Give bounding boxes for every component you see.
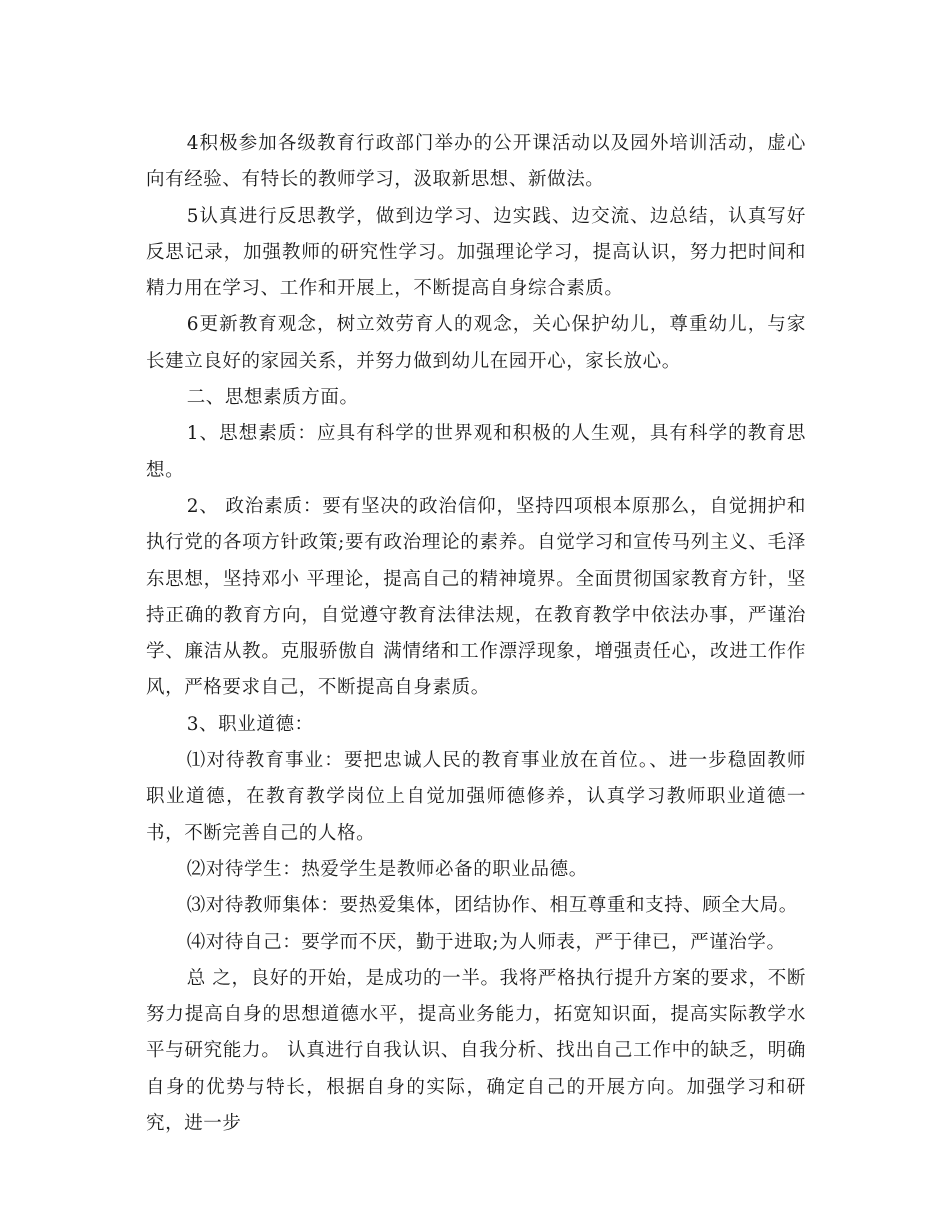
section-heading-ideology: 二、思想素质方面。 bbox=[186, 387, 359, 409]
paragraph-ethics-self: ⑷对待自己：要学而不厌，勤于进取;为人师表，严于律已，严谨治学。 bbox=[186, 931, 786, 953]
paragraph-summary: 总 之，良好的开始，是成功的一半。我将严格执行提升方案的要求，不断努力提高自身的思想道德水平，提高业务能力，拓宽知识面，提高实际教学水平与研究能力。 认真进行自我认识、自我分析、找出自己工作中的缺乏，明确自身的优势与特长，根据自身的实际，确定自己的开展方向。加强学习和研究，进一步 bbox=[146, 967, 806, 1135]
paragraph-ethics-collective: ⑶对待教师集体：要热爱集体，团结协作、相互尊重和支持、顾全大局。 bbox=[186, 895, 798, 917]
paragraph-item-5-reflection: 5认真进行反思教学，做到边学习、边实践、边交流、边总结，认真写好反思记录，加强教师的研究性学习。加强理论学习，提高认识，努力把时间和精力用在学习、工作和开展上，不断提高自身综合素质。 bbox=[146, 205, 806, 300]
paragraph-item-6-concepts: 6更新教育观念，树立效劳育人的观念，关心保护幼儿，尊重幼儿，与家长建立良好的家园关系，并努力做到幼儿在园开心，家长放心。 bbox=[146, 314, 806, 372]
paragraph-item-4-activities: 4积极参加各级教育行政部门举办的公开课活动以及园外培训活动，虚心向有经验、有特长的教师学习，汲取新思想、新做法。 bbox=[146, 133, 806, 191]
paragraph-ideological-quality: 1、思想素质：应具有科学的世界观和积极的人生观，具有科学的教育思想。 bbox=[146, 423, 806, 481]
document-body bbox=[146, 126, 806, 1142]
paragraph-ethics-career: ⑴对待教育事业：要把忠诚人民的教育事业放在首位。、进一步稳固教师职业道德，在教育教学岗位上自觉加强师德修养，认真学习教师职业道德一书，不断完善自己的人格。 bbox=[146, 750, 806, 844]
paragraph-professional-ethics-heading: 3、职业道德： bbox=[186, 713, 314, 735]
paragraph-ethics-students: ⑵对待学生：热爱学生是教师必备的职业品德。 bbox=[186, 858, 588, 880]
paragraph-political-quality: 2、 政治素质：要有坚决的政治信仰，坚持四项根本原那么，自觉拥护和执行党的各项方针政策;要有政治理论的素养。自觉学习和宣传马列主义、毛泽东思想，坚持邓小 平理论，提高自己的精神境界。全面贯彻国家教育方针，坚持正确的教育方向，自觉遵守教育法律法规，在教育教学中依法办事，严谨治学、廉洁从教。克服骄傲自 满情绪和工作漂浮现象，增强责任心，改进工作作风，严格要求自己，不断提高自身素质。 bbox=[146, 495, 806, 699]
